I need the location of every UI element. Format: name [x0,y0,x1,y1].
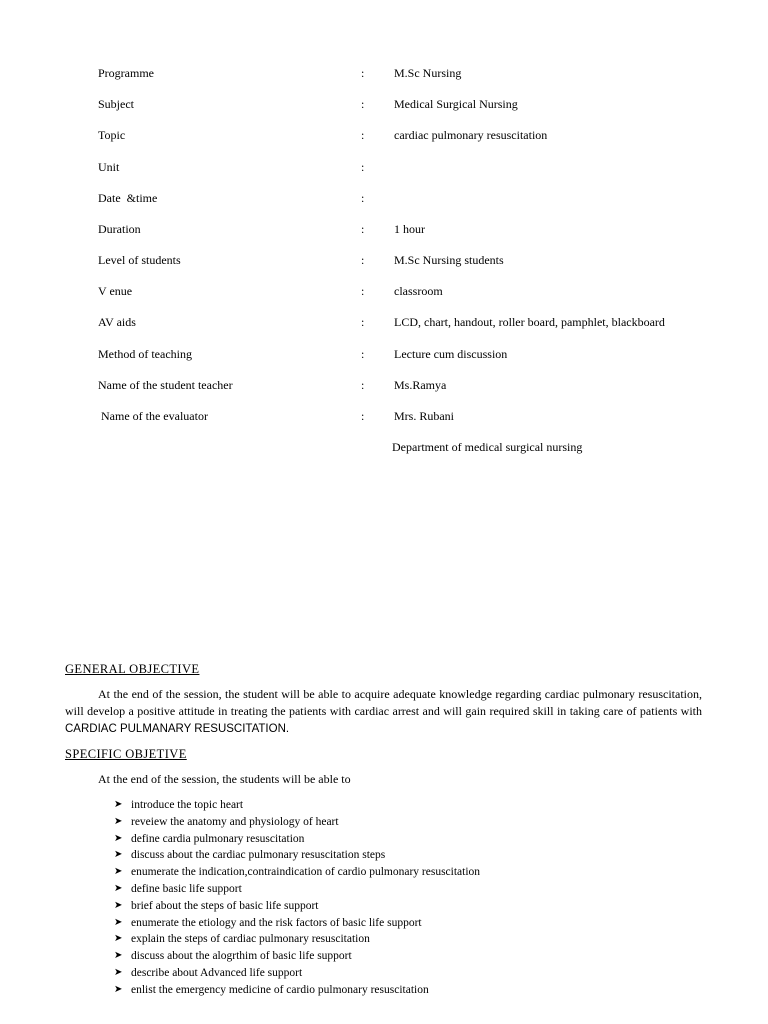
list-item-text: enumerate the indication,contraindication of cardio pulmonary resuscitation [131,866,481,879]
info-row-programme [0,64,768,82]
list-item-text: define cardia pulmonary resuscitation [131,832,305,845]
info-value: Ms.Ramya [394,378,447,392]
list-item-text: describe about Advanced life support [131,966,303,979]
info-row-topic [0,126,768,144]
list-item-text: brief about the steps of basic life support [131,899,319,912]
info-colon: : [361,97,365,111]
list-item [114,797,480,814]
arrow-bullet-icon: ➤ [114,815,123,827]
general-objective-heading: GENERAL OBJECTIVE [65,662,200,676]
info-colon: : [361,315,365,329]
list-item [114,931,480,948]
info-row-venue [0,282,768,300]
general-objective-text: At the end of the session, the student will be able to acquire adequate knowledge regarding cardiac pulmonary resuscitation, will develop a positive attitude in treating the patients with cardiac arrest and will gain required skill in taking care of patients with [65,687,702,718]
info-label: Name of the evaluator [98,409,208,423]
list-item [114,948,480,965]
info-colon: : [361,284,365,298]
list-item [114,881,480,898]
arrow-bullet-icon: ➤ [114,882,123,894]
info-colon: : [361,378,365,392]
info-value: M.Sc Nursing [394,66,462,80]
list-item-text: discuss about the alogrthim of basic life support [131,950,352,963]
arrow-bullet-icon: ➤ [114,832,123,844]
info-row-av-aids [0,313,768,331]
list-item-text: explain the steps of cardiac pulmonary resuscitation [131,933,370,946]
info-label: V enue [98,284,133,298]
info-row-level-of-students [0,251,768,269]
info-value: classroom [394,284,443,298]
info-colon: : [361,222,365,236]
general-objective-paragraph [65,686,702,738]
info-label: Method of teaching [98,347,192,361]
arrow-bullet-icon: ➤ [114,916,123,928]
info-value: cardiac pulmonary resuscitation [394,128,548,142]
specific-objective-heading: SPECIFIC OBJETIVE [65,747,187,761]
info-colon: : [361,347,365,361]
info-row-method-of-teaching [0,345,768,363]
specific-objective-intro: At the end of the session, the students will be able to [98,772,351,786]
info-colon: : [361,191,365,205]
list-item-text: enumerate the etiology and the risk factors of basic life support [131,916,422,929]
info-label: Subject [98,97,134,111]
info-label: AV aids [98,315,136,329]
info-value: Lecture cum discussion [394,347,508,361]
list-item [114,965,480,982]
info-label: Topic [98,128,126,142]
info-row-student-teacher [0,376,768,394]
info-value: 1 hour [394,222,425,236]
info-colon: : [361,160,365,174]
list-item [114,847,480,864]
info-row-evaluator [0,407,768,425]
info-label: Programme [98,66,154,80]
arrow-bullet-icon: ➤ [114,899,123,911]
info-row-subject [0,95,768,113]
list-item-text: enlist the emergency medicine of cardio pulmonary resuscitation [131,983,429,996]
info-row-unit [0,158,768,176]
arrow-bullet-icon: ➤ [114,866,123,878]
list-item [114,814,480,831]
info-colon: : [361,66,365,80]
info-value: LCD, chart, handout, roller board, pamphlet, blackboard [394,315,665,329]
info-colon: : [361,253,365,267]
info-label: Name of the student teacher [98,378,233,392]
list-item-text: introduce the topic heart [131,799,244,811]
list-item [114,864,480,881]
specific-objective-list [114,797,480,999]
arrow-bullet-icon: ➤ [114,950,123,962]
info-label: Date &time [98,191,158,205]
list-item [114,831,480,848]
info-row-date-time [0,189,768,207]
arrow-bullet-icon: ➤ [114,966,123,978]
arrow-bullet-icon: ➤ [114,983,123,995]
arrow-bullet-icon: ➤ [114,849,123,861]
arrow-bullet-icon: ➤ [114,933,123,945]
list-item-text: define basic life support [131,882,242,895]
department-line: Department of medical surgical nursing [392,440,583,454]
info-label: Unit [98,160,120,174]
info-value: M.Sc Nursing students [394,253,504,267]
list-item [114,898,480,915]
arrow-bullet-icon: ➤ [114,799,123,810]
list-item-text: discuss about the cardiac pulmonary resuscitation steps [131,849,386,862]
info-label: Level of students [98,253,181,267]
list-item [114,915,480,932]
list-item [114,982,480,999]
info-colon: : [361,409,365,423]
info-value: Mrs. Rubani [394,409,454,423]
info-row-duration [0,220,768,238]
info-value: Medical Surgical Nursing [394,97,518,111]
info-label: Duration [98,222,141,236]
info-colon: : [361,128,365,142]
general-objective-caps-text: CARDIAC PULMANARY RESUSCITATION. [65,723,290,735]
list-item-text: reveiew the anatomy and physiology of heart [131,815,339,828]
